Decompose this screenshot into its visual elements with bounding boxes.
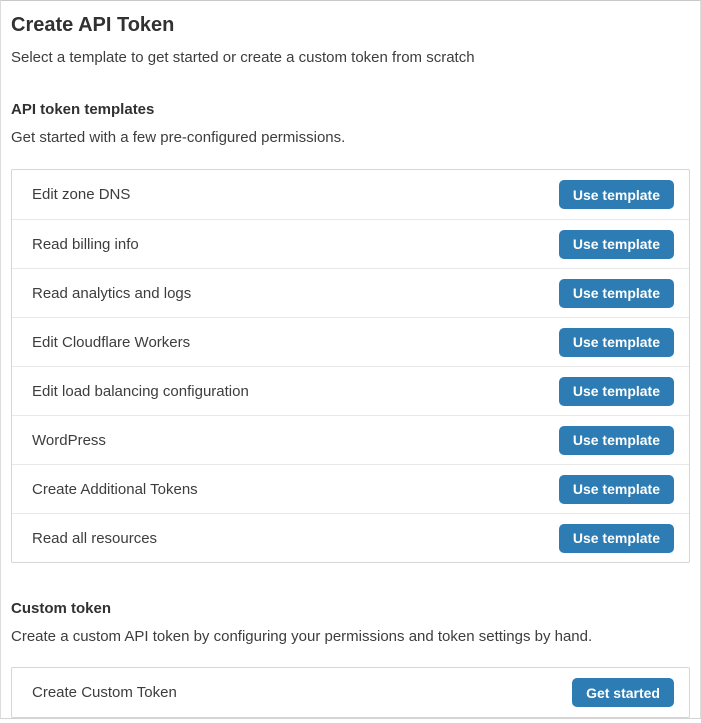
- use-template-button[interactable]: Use template: [559, 426, 674, 455]
- template-row-wordpress: [12, 415, 689, 464]
- templates-section-heading: API token templates: [11, 101, 155, 118]
- template-row-create-additional-tokens: [12, 464, 689, 513]
- template-name: Edit Cloudflare Workers: [32, 333, 191, 351]
- use-template-button[interactable]: Use template: [559, 524, 674, 553]
- use-template-button[interactable]: Use template: [559, 230, 674, 259]
- create-custom-token-label: Create Custom Token: [32, 684, 177, 701]
- custom-token-section-description: Create a custom API token by configuring your permissions and token settings by hand.: [11, 628, 593, 645]
- use-template-button[interactable]: Use template: [559, 475, 674, 504]
- page-subtitle: Select a template to get started or create a custom token from scratch: [11, 49, 475, 66]
- template-row-read-analytics-and-logs: [12, 268, 689, 317]
- page-title: Create API Token: [11, 14, 175, 36]
- get-started-button[interactable]: Get started: [572, 678, 674, 707]
- template-row-edit-load-balancing-configuration: [12, 366, 689, 415]
- template-name: Read analytics and logs: [32, 284, 192, 302]
- template-name: Edit zone DNS: [32, 186, 131, 203]
- create-custom-token-row: [12, 668, 689, 717]
- use-template-button[interactable]: Use template: [559, 377, 674, 406]
- template-row-edit-cloudflare-workers: [12, 317, 689, 366]
- use-template-button[interactable]: Use template: [559, 180, 674, 209]
- templates-section-description: Get started with a few pre-configured permissions.: [11, 129, 346, 146]
- template-name: Read all resources: [32, 529, 158, 547]
- use-template-button[interactable]: Use template: [559, 279, 674, 308]
- template-row-edit-zone-dns: [12, 170, 689, 219]
- template-name: WordPress: [32, 431, 106, 449]
- custom-token-box: [11, 667, 690, 718]
- template-name: Read billing info: [32, 235, 139, 253]
- template-row-read-all-resources: [12, 513, 689, 562]
- template-row-read-billing-info: [12, 219, 689, 268]
- template-name: Edit load balancing configuration: [32, 382, 249, 400]
- custom-token-section-heading: Custom token: [11, 600, 112, 617]
- template-name: Create Additional Tokens: [32, 480, 198, 498]
- templates-list: [11, 169, 690, 563]
- use-template-button[interactable]: Use template: [559, 328, 674, 357]
